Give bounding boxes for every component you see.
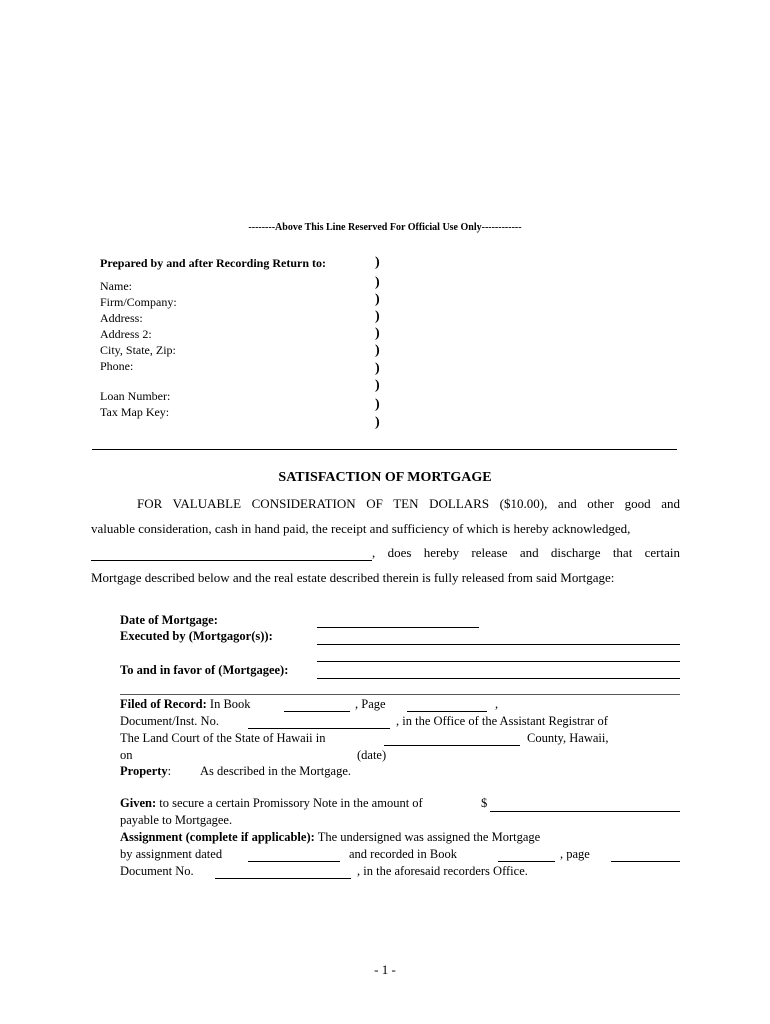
property-row — [120, 764, 171, 779]
page-number-line[interactable] — [407, 711, 487, 712]
assignment-row — [120, 830, 540, 845]
paren-marker: ) — [375, 415, 380, 430]
assignment-label: Assignment (complete if applicable): — [120, 830, 315, 844]
land-court-text: The Land Court of the State of Hawaii in — [120, 731, 326, 745]
address2-field-label: Address 2: — [100, 327, 152, 341]
paren-marker: ) — [375, 343, 380, 358]
payable-text: payable to Mortgagee. — [120, 813, 233, 827]
date-of-mortgage-label: Date of Mortgage: — [120, 613, 218, 627]
given-row — [120, 796, 423, 811]
given-label: Given: — [120, 796, 157, 810]
given-text: to secure a certain Promissory Note in the amount of — [159, 796, 423, 810]
paren-marker: ) — [375, 378, 380, 393]
document-inst-line[interactable] — [248, 728, 390, 729]
paren-marker: ) — [375, 397, 380, 412]
assignment-page-label: , page — [560, 847, 590, 861]
tax-map-key-field-label: Tax Map Key: — [100, 405, 170, 419]
paren-marker: ) — [375, 292, 380, 307]
firm-field-label: Firm/Company: — [100, 295, 177, 309]
assignment-book-line[interactable] — [498, 861, 555, 862]
date-of-mortgage-line[interactable] — [317, 627, 479, 628]
assignment-page-line[interactable] — [611, 861, 680, 862]
assignment-text: The undersigned was assigned the Mortgage — [317, 830, 541, 844]
assignment-date-line[interactable] — [248, 861, 340, 862]
book-number-line[interactable] — [284, 711, 350, 712]
reserved-line: --------Above This Line Reserved For Official Use Only------------ — [248, 222, 522, 233]
filed-of-record-label: Filed of Record: — [120, 697, 207, 711]
section-divider — [120, 694, 680, 695]
document-title: SATISFACTION OF MORTGAGE — [278, 470, 492, 485]
loan-number-field-label: Loan Number: — [100, 389, 171, 403]
page-label: , Page — [355, 697, 386, 711]
in-book-label: In Book — [209, 697, 251, 711]
in-favor-of-line[interactable] — [317, 678, 680, 679]
body-line-4: Mortgage described below and the real estate described therein is fully released from said Mortgage: — [91, 570, 615, 585]
property-label: Property — [120, 764, 168, 778]
name-field-label: Name: — [100, 279, 132, 293]
paren-marker: ) — [375, 361, 380, 376]
comma-mark: , — [495, 697, 499, 711]
paren-marker: ) — [375, 255, 380, 270]
executed-by-line[interactable] — [317, 644, 680, 645]
amount-line[interactable] — [490, 811, 680, 812]
page-number: - 1 - — [374, 962, 396, 977]
address-field-label: Address: — [100, 311, 143, 325]
by-assignment-label: by assignment dated — [120, 847, 223, 861]
property-value: As described in the Mortgage. — [200, 764, 352, 778]
phone-field-label: Phone: — [100, 359, 134, 373]
paren-marker: ) — [375, 309, 380, 324]
on-label: on — [120, 748, 133, 762]
date-paren-label: (date) — [357, 748, 387, 762]
header-divider — [92, 449, 677, 450]
county-text: County, Hawaii, — [527, 731, 609, 745]
property-colon: : — [167, 764, 172, 778]
body-line-1: FOR VALUABLE CONSIDERATION OF TEN DOLLARS ($10.00), and other good and — [137, 496, 680, 511]
body-line-3: , does hereby release and discharge that certain — [372, 545, 680, 560]
in-favor-of-label: To and in favor of (Mortgagee): — [120, 663, 289, 677]
office-text: , in the Office of the Assistant Registrar of — [396, 714, 608, 728]
body-line-2: valuable consideration, cash in hand paid, the receipt and sufficiency of which is hereby acknowledged, — [91, 521, 631, 536]
document-no-label: Document No. — [120, 864, 194, 878]
dollar-sign: $ — [481, 796, 488, 810]
aforesaid-text: , in the aforesaid recorders Office. — [357, 864, 528, 878]
city-state-zip-field-label: City, State, Zip: — [100, 343, 176, 357]
document-inst-label: Document/Inst. No. — [120, 714, 219, 728]
executed-by-label: Executed by (Mortgagor(s)): — [120, 629, 273, 643]
prepared-by-header: Prepared by and after Recording Return to: — [100, 256, 326, 270]
county-line[interactable] — [384, 745, 520, 746]
filed-of-record-row — [120, 697, 251, 712]
recorded-in-book-label: and recorded in Book — [349, 847, 457, 861]
releasor-name-line[interactable] — [91, 560, 372, 561]
document-no-line[interactable] — [215, 878, 351, 879]
paren-marker: ) — [375, 275, 380, 290]
paren-marker: ) — [375, 326, 380, 341]
executed-by-line-2[interactable] — [317, 661, 680, 662]
